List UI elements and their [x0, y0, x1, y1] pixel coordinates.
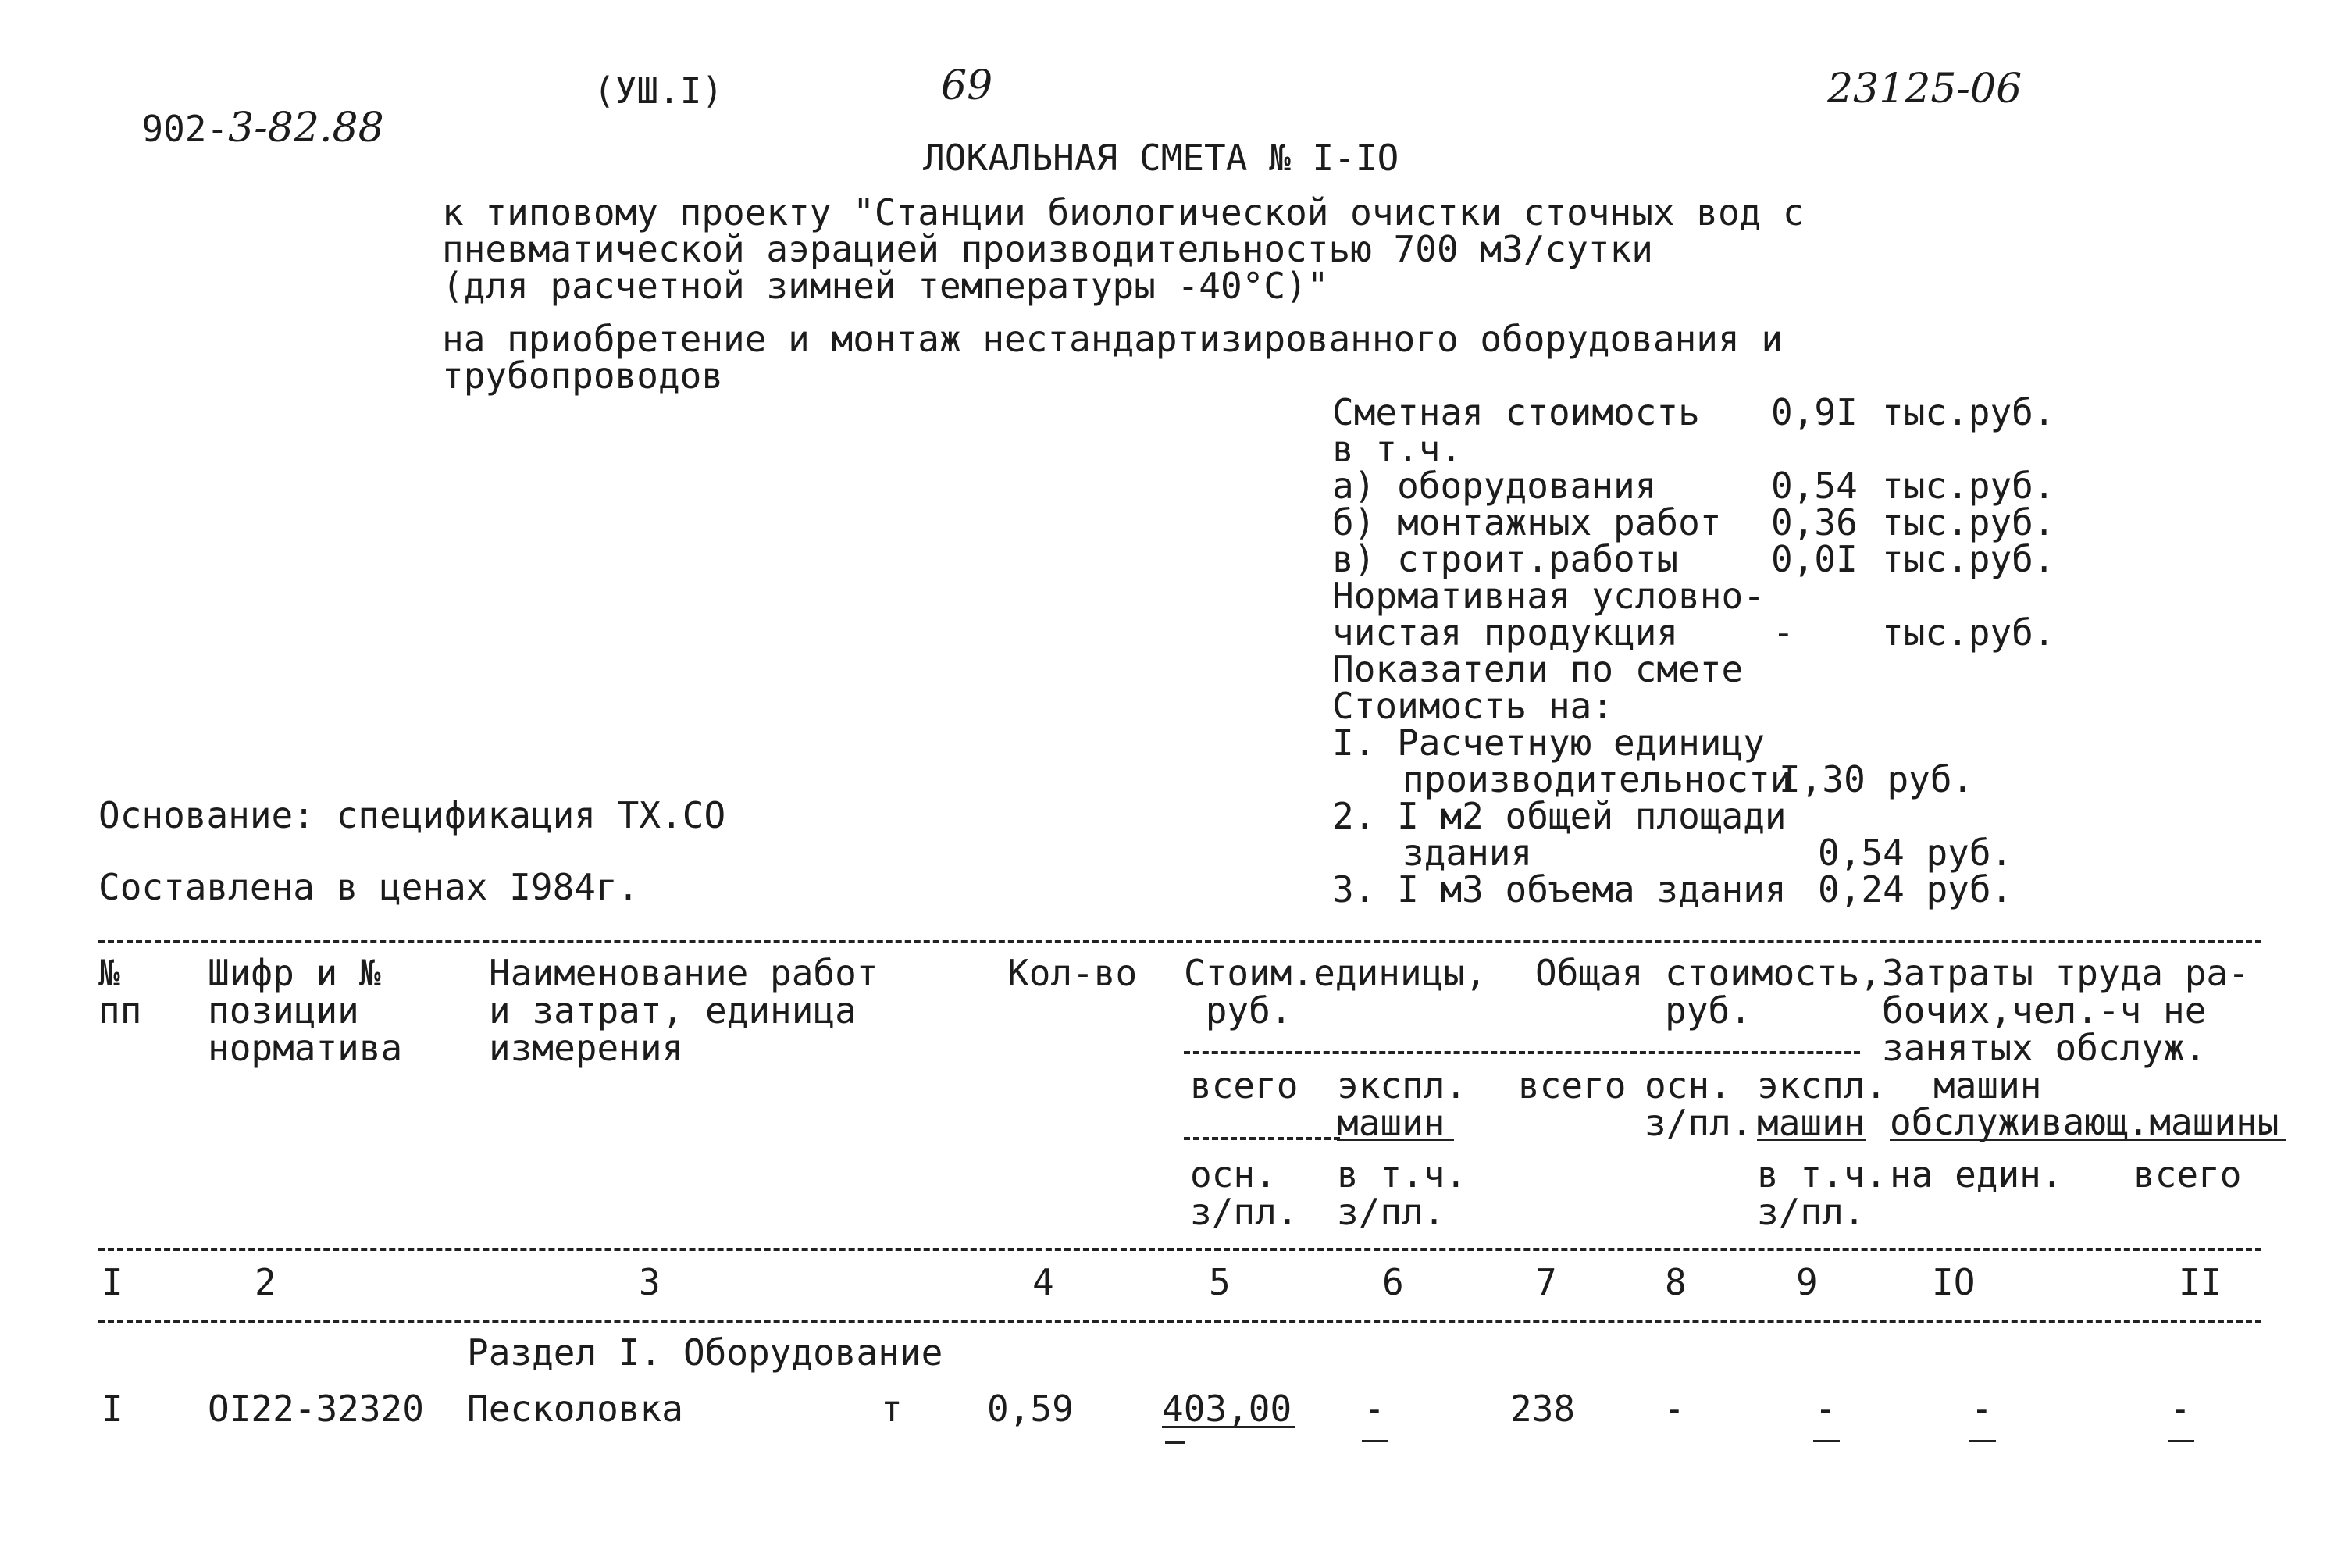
th-machines-underline — [1757, 1139, 1866, 1141]
th-total-machines: экспл. машин — [1757, 1064, 1887, 1144]
prices-text: Составлена в ценах I984г. — [98, 866, 640, 908]
project-line-1: к типовому проекту "Станции биологической очистки сточных вод с — [442, 191, 1805, 233]
th-labor-total: всего — [2133, 1153, 2242, 1196]
summary-cost-label: Сметная стоимость — [1332, 391, 1700, 433]
th-serving-machines: обслуживающ.машины — [1890, 1101, 2279, 1143]
summary-norm-line-1: Нормативная условно- — [1332, 575, 1765, 617]
th-serving-underline — [1890, 1139, 2286, 1141]
summary-a-value: 0,54 — [1771, 465, 1858, 507]
th-number: № пп — [98, 952, 142, 1032]
th-unit-total: всего — [1190, 1064, 1299, 1107]
th-total-incl-wages: в т.ч. з/пл. — [1757, 1153, 1887, 1233]
summary-v-unit: тыс.руб. — [1882, 538, 2055, 580]
summary-incl: в т.ч. — [1332, 428, 1463, 470]
row-labor-unit-dash — [1969, 1440, 1996, 1442]
indicator-2-line-1: 2. I м2 общей площади — [1332, 795, 1787, 837]
summary-b-label: б) монтажных работ — [1332, 501, 1722, 543]
table-header-divider-2 — [1184, 1137, 1340, 1140]
inventory-number: 23125-06 — [1827, 66, 2022, 112]
th-total-wages: осн. з/пл. — [1645, 1064, 1753, 1144]
th-machines: машин — [1933, 1064, 2042, 1107]
summary-a-unit: тыс.руб. — [1882, 465, 2055, 507]
summary-norm-value: - — [1773, 611, 1794, 654]
th-total-cost: Общая стоимость, руб. — [1535, 952, 1882, 1032]
row-unit-total-wages-dash — [1165, 1441, 1185, 1444]
document-title: ЛОКАЛЬНАЯ СМЕТА № I-IO — [923, 137, 1399, 179]
summary-b-value: 0,36 — [1771, 501, 1858, 543]
col-number-10: IO — [1932, 1261, 1976, 1303]
indicator-3: 3. I м3 объема здания — [1332, 868, 1787, 911]
summary-cost-value: 0,9I — [1771, 391, 1858, 433]
row-total-machines: - — [1815, 1388, 1837, 1430]
row-quantity: 0,59 — [987, 1388, 1074, 1430]
section-heading: Раздел I. Оборудование — [467, 1331, 943, 1374]
row-total: 238 — [1510, 1388, 1576, 1430]
col-number-11: II — [2179, 1261, 2222, 1303]
doc-code-handwritten: 3-82.88 — [228, 105, 384, 151]
col-number-1: I — [102, 1261, 123, 1303]
row-labor-total-dash — [2168, 1440, 2194, 1442]
col-number-4: 4 — [1032, 1261, 1054, 1303]
summary-norm-unit: тыс.руб. — [1882, 611, 2055, 654]
purpose-line-1: на приобретение и монтаж нестандартизированного оборудования и — [442, 318, 1784, 360]
row-unit-total-underline — [1162, 1426, 1295, 1428]
purpose-line-2: трубопроводов — [442, 355, 724, 397]
th-labor: Затраты труда ра- бочих,чел.-ч не занятых обслуж. — [1882, 952, 2250, 1069]
th-quantity: Кол-во — [1007, 952, 1138, 994]
th-name: Наименование работ и затрат, единица измерения — [489, 952, 878, 1069]
doc-code — [98, 72, 384, 151]
row-unit-machines: - — [1363, 1388, 1385, 1430]
table-colnum-divider — [98, 1320, 2261, 1323]
indicator-3-value: 0,24 руб. — [1818, 868, 2013, 911]
summary-v-label: в) строит.работы — [1332, 538, 1679, 580]
basis-text: Основание: спецификация ТХ.СО — [98, 794, 726, 836]
row-code: OI22-32320 — [208, 1388, 424, 1430]
th-unit-machines: экспл. машин — [1337, 1064, 1467, 1144]
indicator-1-value: I,30 руб. — [1779, 758, 1974, 800]
indicator-1-line-1: I. Расчетную единицу — [1332, 722, 1765, 764]
col-number-6: 6 — [1382, 1261, 1404, 1303]
col-number-8: 8 — [1665, 1261, 1687, 1303]
th-unit-cost: Стоим.единицы, руб. — [1184, 952, 1487, 1032]
row-total-wages: - — [1663, 1388, 1685, 1430]
col-number-5: 5 — [1209, 1261, 1231, 1303]
summary-indicators: Показатели по смете — [1332, 648, 1744, 690]
indicator-1-line-2: производительности — [1402, 758, 1792, 800]
th-unit-incl-wages: в т.ч. з/пл. — [1337, 1153, 1467, 1233]
th-unit-machines-underline — [1337, 1139, 1454, 1141]
doc-code-printed: 902- — [141, 108, 229, 150]
table-header-divider-1 — [1184, 1051, 1860, 1054]
summary-b-unit: тыс.руб. — [1882, 501, 2055, 543]
th-per-unit: на един. — [1890, 1153, 2063, 1196]
col-number-2: 2 — [255, 1261, 276, 1303]
summary-cost-unit: тыс.руб. — [1882, 391, 2055, 433]
page-number: 69 — [941, 62, 993, 109]
summary-a-label: а) оборудования — [1332, 465, 1657, 507]
col-number-3: 3 — [639, 1261, 661, 1303]
row-labor-unit: - — [1971, 1388, 1993, 1430]
album-number: (УШ.I) — [593, 69, 724, 112]
row-unit-machines-dash — [1362, 1440, 1388, 1442]
table-header-divider-3 — [98, 1248, 2261, 1251]
indicator-2-value: 0,54 руб. — [1818, 832, 2013, 874]
summary-norm-line-2: чистая продукция — [1332, 611, 1679, 654]
table-top-divider — [98, 940, 2261, 943]
summary-v-value: 0,0I — [1771, 538, 1858, 580]
col-number-9: 9 — [1796, 1261, 1818, 1303]
row-number: I — [102, 1388, 123, 1430]
th-unit-wages: осн. з/пл. — [1190, 1153, 1299, 1233]
row-name: Песколовка — [467, 1388, 683, 1430]
th-code: Шифр и № позиции норматива — [208, 952, 403, 1069]
col-number-7: 7 — [1535, 1261, 1557, 1303]
project-line-2: пневматической аэрацией производительностью 700 м3/сутки — [442, 228, 1653, 270]
project-line-3: (для расчетной зимней температуры -40°С)" — [442, 265, 1329, 307]
row-labor-total: - — [2169, 1388, 2191, 1430]
indicator-2-line-2: здания — [1402, 832, 1533, 874]
row-total-machines-dash — [1813, 1440, 1840, 1442]
row-unit: т — [881, 1388, 903, 1430]
th-total-all: всего — [1518, 1064, 1627, 1107]
summary-cost-on: Стоимость на: — [1332, 685, 1614, 727]
row-unit-total: 403,00 — [1162, 1388, 1292, 1430]
